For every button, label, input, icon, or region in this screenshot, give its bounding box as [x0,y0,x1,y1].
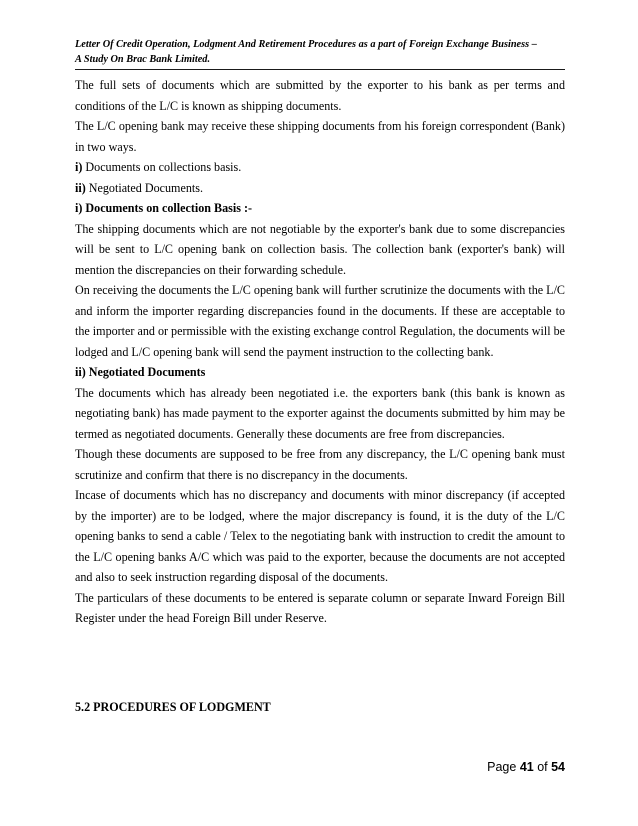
page-footer [487,760,565,774]
paragraph-incase-discrepancy: Incase of documents which has no discrepancy and documents with minor discrepancy (if accepted by the importer) are to be lodged, where the major discrepancy is found, it is the duty of the L/C opening banks to send a cable / Telex to the negotiating bank with instruction to credit the amount to the L/C opening banks A/C which was paid to the exporter, because the documents are not accepted and also to seek instruction regarding disposal of the documents. [75,488,565,584]
paragraph-on-receiving: On receiving the documents the L/C opening bank will further scrutinize the documents with the L/C and inform the importer regarding discrepancies found in the documents. If these are acceptable to the importer and or permissible with the existing exchange control Regulation, the documents will be lodged and L/C opening bank will send the payment instruction to the collecting bank. [75,283,566,359]
paragraph-already-negotiated: The documents which has already been negotiated i.e. the exporters bank (this bank is known as negotiating bank) has made payment to the exporter against the documents submitted by him may be termed as negotiated documents. Generally these documents are free from discrepancies. [75,385,565,441]
paragraph-not-negotiable: The shipping documents which are not negotiable by the exporter's bank due to some discrepancies will be sent to L/C opening bank on collection basis. The collection bank (exporter's bank) will mention the discrepancies on their forwarding schedule. [75,221,565,277]
page-word: Page [487,760,520,774]
list-item-label: i) [75,160,83,174]
page-total: 54 [551,760,565,774]
page-number: 41 [519,760,534,774]
header-line-1: Letter Of Credit Operation, Lodgment And Retirement Procedures as a part of Foreign Exchange Business – [75,39,537,50]
subheading-collection-basis: i) Documents on collection Basis :- [75,201,253,215]
body-text [75,75,565,629]
list-item-collections [75,157,565,178]
header-divider [75,69,565,70]
list-item-text: Documents on collections basis. [82,160,242,174]
paragraph-particulars: The particulars of these documents to be entered is separate column or separate Inward Foreign Bill Register under the head Foreign Bill under Reserve. [75,590,565,625]
list-item-label: ii) [75,180,86,195]
section-title: 5.2 PROCEDURES OF LODGMENT [75,700,271,714]
of-word: of [533,760,552,774]
paragraph-shipping-documents: The full sets of documents which are submitted by the exporter to his bank as per terms and conditions of the L/C is known as shipping documents. [75,78,565,113]
running-header [75,38,565,67]
list-item-text: Negotiated Documents. [85,180,203,195]
paragraph-receive-documents: The L/C opening bank may receive these shipping documents from his foreign correspondent (Bank) in two ways. [75,119,565,154]
header-line-2: A Study On Brac Bank Limited. [75,53,211,65]
subheading-negotiated-documents: ii) Negotiated Documents [75,365,206,379]
list-item-negotiated [75,178,565,199]
paragraph-must-scrutinize: Though these documents are supposed to be free from any discrepancy, the L/C opening bank must scrutinize and confirm that there is no discrepancy in the documents. [75,447,565,482]
